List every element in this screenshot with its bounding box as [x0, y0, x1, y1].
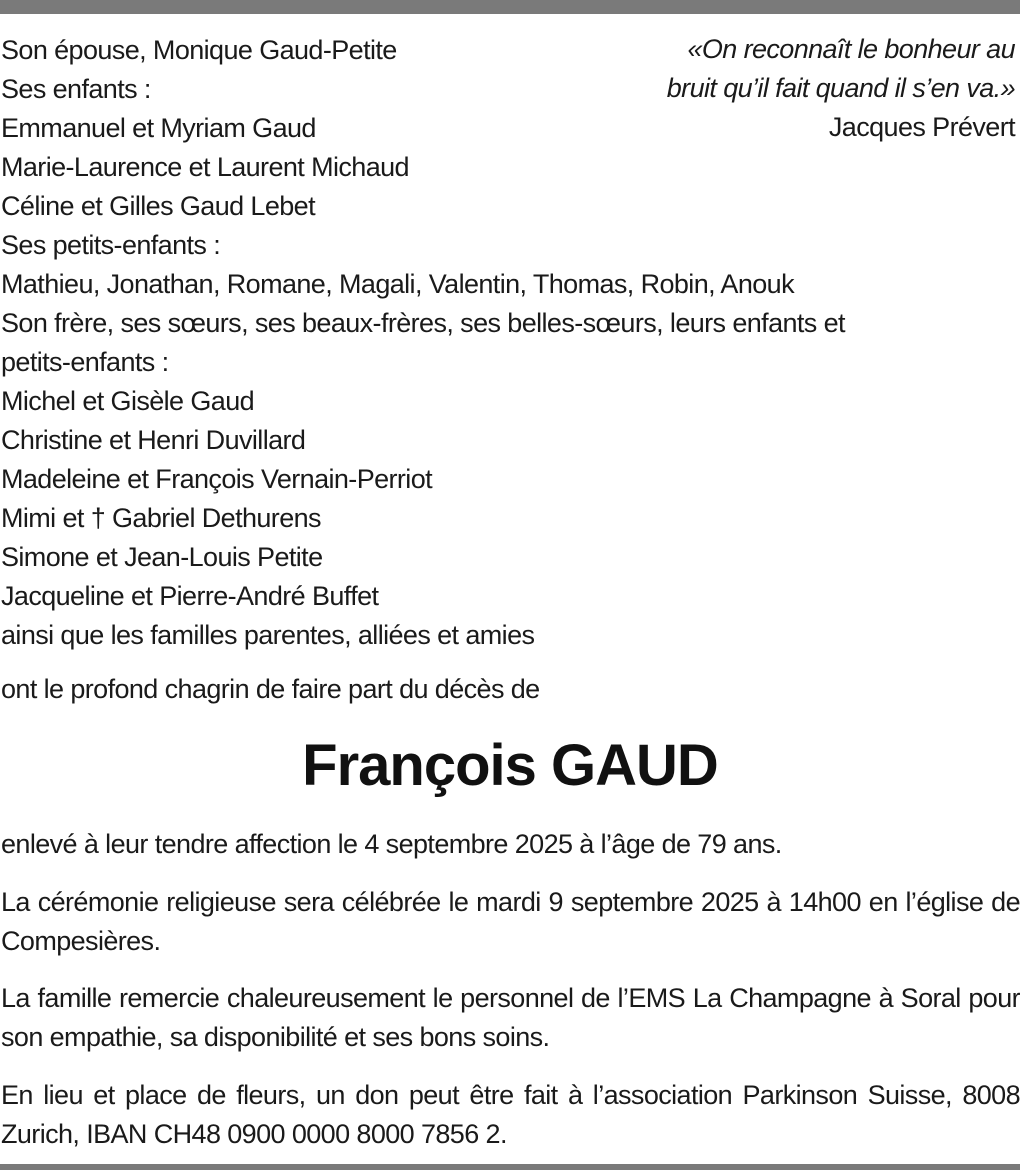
family-line: Céline et Gilles Gaud Lebet — [1, 191, 315, 221]
family-line: Ses petits-enfants : — [1, 230, 221, 260]
death-notice-paragraph: enlevé à leur tendre affection le 4 septembre 2025 à l’âge de 79 ans. — [1, 829, 782, 859]
family-line: ainsi que les familles parentes, alliées et amies — [1, 620, 535, 650]
family-line: Madeleine et François Vernain-Perriot — [1, 464, 433, 494]
family-line: Michel et Gisèle Gaud — [1, 386, 255, 416]
quote-author: Jacques Prévert — [828, 112, 1015, 142]
quote-line-1: «On reconnaît le bonheur au — [687, 34, 1015, 64]
thanks-paragraph: La famille remercie chaleureusement le personnel de l’EMS La Champagne à Soral pour son empathie, sa disponibilité et ses bons soins. — [1, 983, 1020, 1052]
bottom-rule — [0, 1164, 1020, 1170]
announcement-text: ont le profond chagrin de faire part du décès de — [1, 674, 540, 704]
family-line: Son frère, ses sœurs, ses beaux-frères, ses belles-sœurs, leurs enfants et — [1, 308, 845, 338]
family-line: Son épouse, Monique Gaud-Petite — [1, 35, 397, 65]
family-line: Ses enfants : — [1, 74, 151, 104]
family-line: Emmanuel et Myriam Gaud — [1, 113, 316, 143]
quote-line-2: bruit qu’il fait quand il s’en va.» — [666, 73, 1015, 103]
family-line: Marie-Laurence et Laurent Michaud — [1, 152, 409, 182]
family-list — [1, 31, 1001, 655]
family-line: Simone et Jean-Louis Petite — [1, 542, 323, 572]
family-line: Christine et Henri Duvillard — [1, 425, 306, 455]
family-line: Mimi et † Gabriel Dethurens — [1, 503, 321, 533]
donation-paragraph: En lieu et place de fleurs, un don peut être fait à l’association Parkinson Suisse, 8008 Zurich, IBAN CH48 0900 0000 8000 7856 2. — [1, 1080, 1020, 1149]
top-rule — [0, 0, 1020, 14]
family-line: Mathieu, Jonathan, Romane, Magali, Valentin, Thomas, Robin, Anouk — [1, 269, 794, 299]
family-line: petits-enfants : — [1, 347, 169, 377]
deceased-name: François GAUD — [302, 733, 718, 798]
ceremony-paragraph: La cérémonie religieuse sera célébrée le mardi 9 septembre 2025 à 14h00 en l’église de Compesières. — [1, 887, 1020, 956]
family-line: Jacqueline et Pierre-André Buffet — [1, 581, 379, 611]
